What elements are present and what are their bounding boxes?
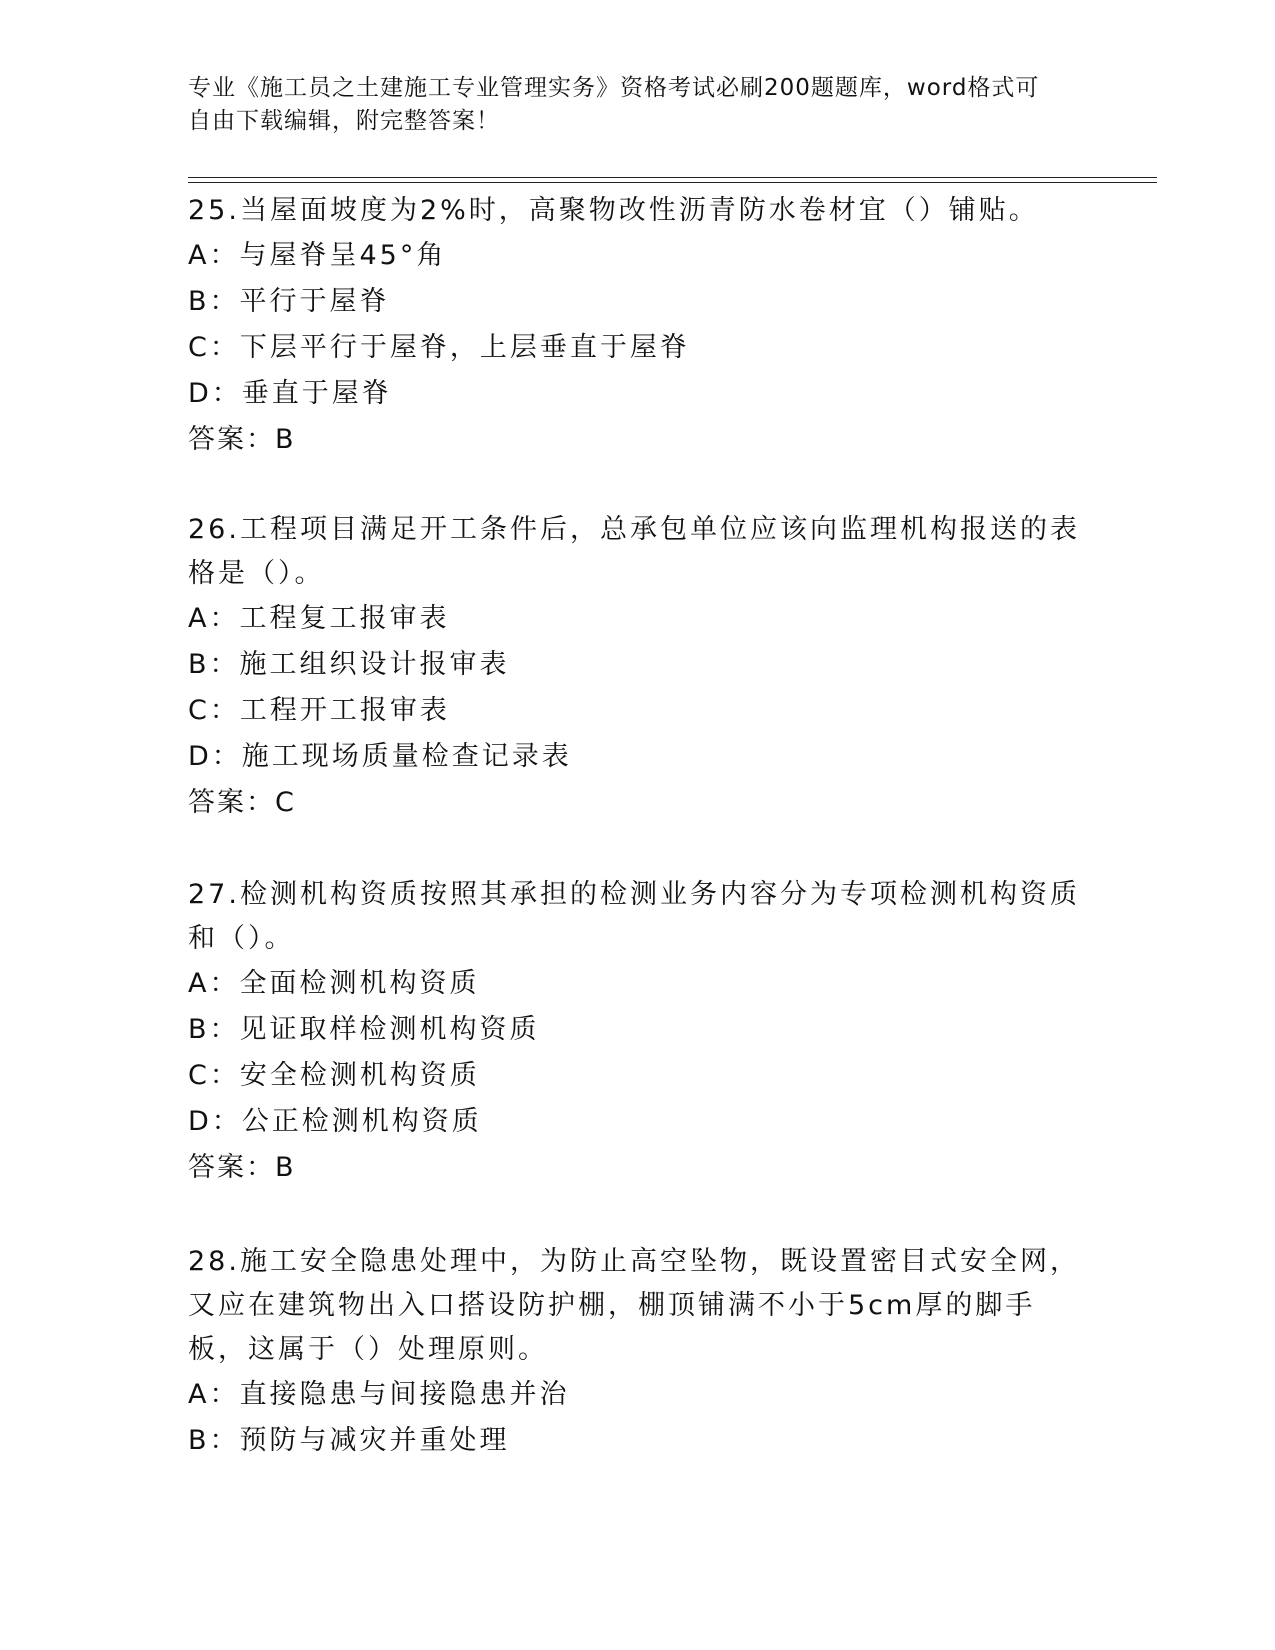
question-stem: 25.当屋面坡度为2%时，高聚物改性沥青防水卷材宜（）铺贴。: [188, 195, 1039, 226]
option-b: B：预防与减灾并重处理: [188, 1425, 510, 1456]
option-a: A：工程复工报审表: [188, 603, 450, 634]
header-line-1: 专业《施工员之土建施工专业管理实务》资格考试必刷200题题库，word格式可: [188, 75, 1040, 101]
option-d: D：垂直于屋脊: [188, 378, 392, 409]
header-line-2: 自由下载编辑，附完整答案！: [188, 108, 500, 134]
question-stem: 28.施工安全隐患处理中，为防止高空坠物，既设置密目式安全网，又应在建筑物出入口搭设防护棚，棚顶铺满不小于5cm厚的脚手板，这属于（）处理原则。: [188, 1246, 1080, 1365]
option-a: A：全面检测机构资质: [188, 968, 480, 999]
question-27: [188, 873, 1088, 1191]
option-b: B：见证取样检测机构资质: [188, 1014, 540, 1045]
option-b: B：施工组织设计报审表: [188, 649, 510, 680]
option-a: A：直接隐患与间接隐患并治: [188, 1379, 570, 1410]
question-26: [188, 508, 1088, 826]
question-stem: 27.检测机构资质按照其承担的检测业务内容分为专项检测机构资质和（）。: [188, 879, 1080, 954]
question-25: [188, 189, 1088, 463]
document-header: [188, 72, 1088, 138]
answer-line: 答案：C: [188, 787, 296, 818]
option-c: C：工程开工报审表: [188, 695, 450, 726]
header-divider-top: [188, 177, 1157, 178]
option-d: D：施工现场质量检查记录表: [188, 741, 572, 772]
answer-line: 答案：B: [188, 424, 296, 455]
question-28: [188, 1240, 1088, 1464]
question-stem: 26.工程项目满足开工条件后，总承包单位应该向监理机构报送的表格是（）。: [188, 514, 1080, 589]
option-a: A：与屋脊呈45°角: [188, 240, 447, 271]
answer-line: 答案：B: [188, 1152, 296, 1183]
option-c: C：下层平行于屋脊，上层垂直于屋脊: [188, 332, 690, 363]
option-b: B：平行于屋脊: [188, 286, 390, 317]
header-divider-bottom: [188, 182, 1157, 183]
option-d: D：公正检测机构资质: [188, 1106, 482, 1137]
option-c: C：安全检测机构资质: [188, 1060, 480, 1091]
